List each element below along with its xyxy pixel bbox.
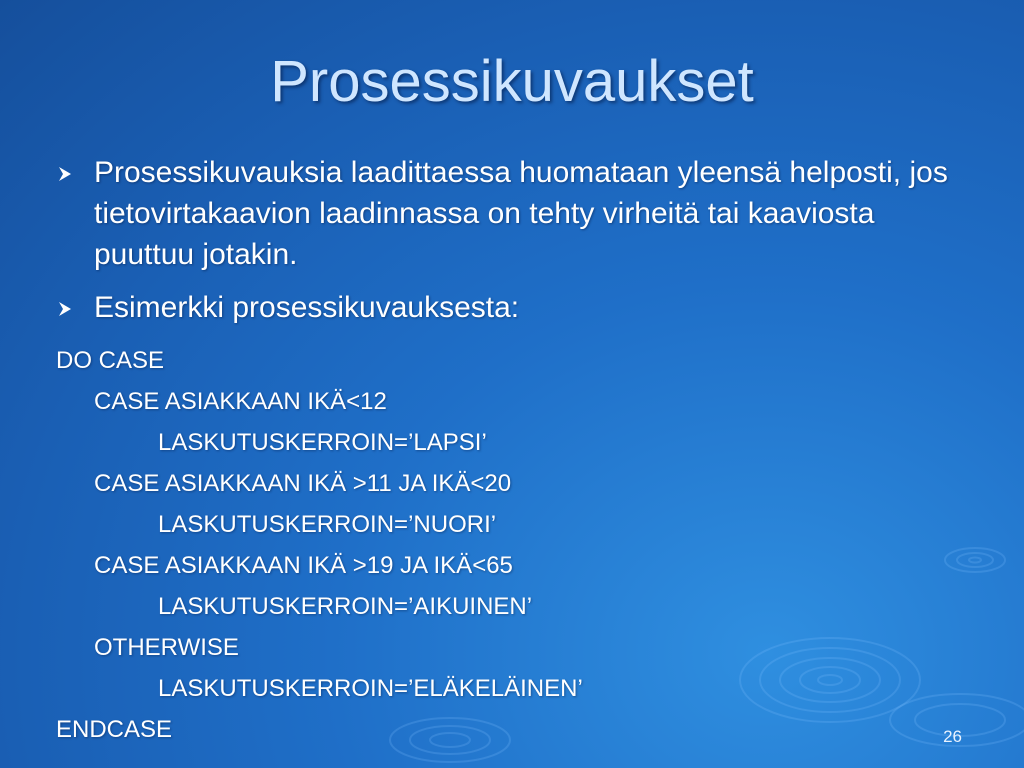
code-line-assignment: LASKUTUSKERROIN=’LAPSI’ bbox=[158, 429, 487, 456]
code-line-assignment: LASKUTUSKERROIN=’NUORI’ bbox=[158, 511, 497, 538]
code-line-case: CASE ASIAKKAAN IKÄ<12 bbox=[94, 388, 387, 415]
bullet-list bbox=[56, 152, 956, 340]
bullet-item bbox=[56, 287, 956, 328]
code-line-otherwise: OTHERWISE bbox=[94, 634, 239, 661]
slide-title: Prosessikuvaukset bbox=[270, 49, 754, 114]
page-number: 26 bbox=[943, 727, 962, 746]
code-line-assignment: LASKUTUSKERROIN=’AIKUINEN’ bbox=[158, 593, 533, 620]
code-line-case: CASE ASIAKKAAN IKÄ >11 JA IKÄ<20 bbox=[94, 470, 512, 497]
code-line-endcase: ENDCASE bbox=[56, 716, 173, 743]
chevron-right-icon bbox=[56, 165, 74, 183]
bullet-item bbox=[56, 152, 956, 275]
code-line-do-case: DO CASE bbox=[56, 347, 165, 374]
code-line-case: CASE ASIAKKAAN IKÄ >19 JA IKÄ<65 bbox=[94, 552, 513, 579]
chevron-right-icon bbox=[56, 300, 74, 318]
bullet-text: Esimerkki prosessikuvauksesta: bbox=[94, 291, 520, 324]
code-line-assignment: LASKUTUSKERROIN=’ELÄKELÄINEN’ bbox=[158, 675, 583, 702]
bullet-text: Prosessikuvauksia laadittaessa huomataan yleensä helposti, jos tietovirtakaavion laadinnassa on tehty virheitä tai kaaviosta puuttuu jotakin. bbox=[94, 156, 948, 271]
pseudocode-block bbox=[56, 340, 936, 750]
